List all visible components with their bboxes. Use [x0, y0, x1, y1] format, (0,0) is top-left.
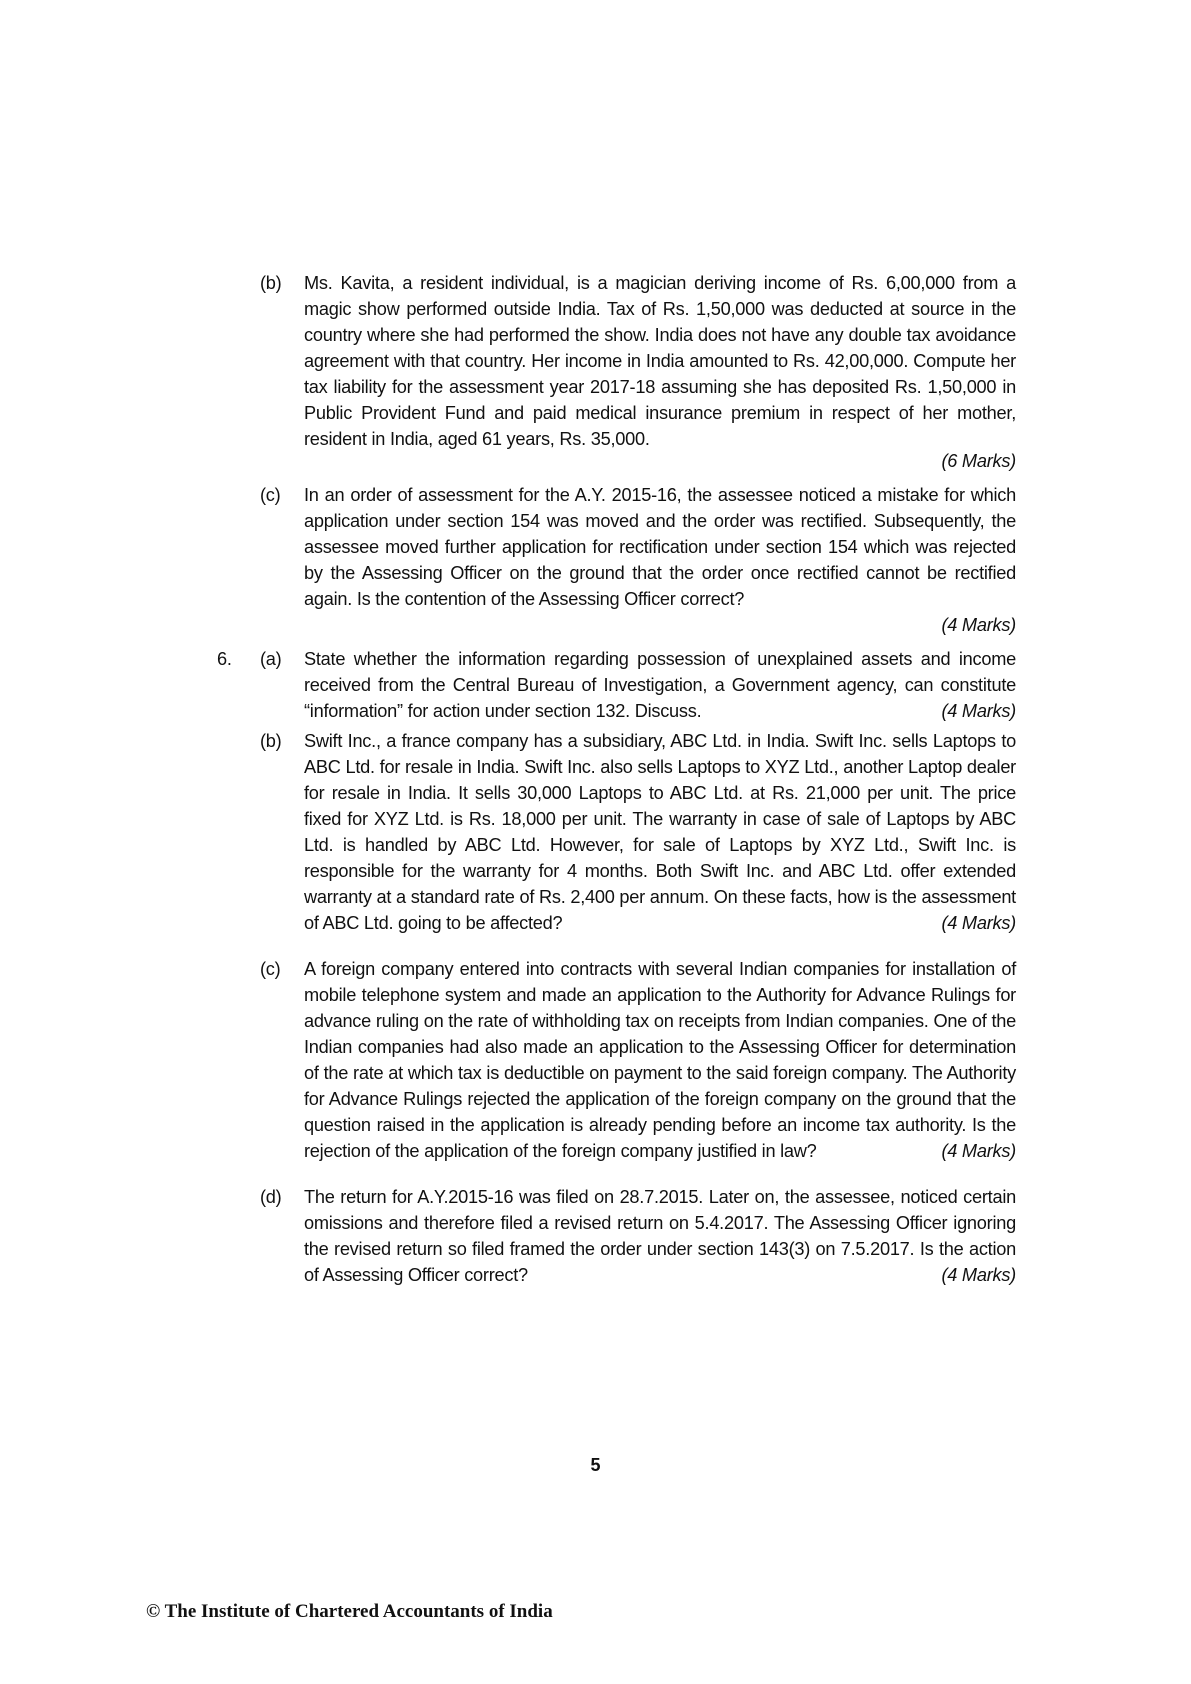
- marks-label: (6 Marks): [941, 451, 1016, 471]
- marks-label: (4 Marks): [941, 701, 1016, 721]
- question-text: Ms. Kavita, a resident individual, is a magician deriving income of Rs. 6,00,000 from a magic show performed outside India. Tax of Rs. 1,50,000 was deducted at source in the country where she had performed the show. India does not have any double tax avoidance agreement with that country. Her income in India amounted to Rs. 42,00,000. Compute her tax liability for the assessment year 2017-18 assuming she has deposited Rs. 1,50,000 in Public Provident Fund and paid medical insurance premium in respect of her mother, resident in India, aged 61 years, Rs. 35,000.: [304, 273, 1016, 449]
- sub-label: (c): [260, 485, 281, 505]
- question-body: State whether the information regarding possession of unexplained assets and income received from the Central Bureau of Investigation, a Government agency, can constitute “information” for action under section 132. Discuss.: [304, 649, 1016, 721]
- marks-label: (4 Marks): [941, 615, 1016, 635]
- question-body: Swift Inc., a france company has a subsidiary, ABC Ltd. in India. Swift Inc. sells Laptops to ABC Ltd. for resale in India. Swift Inc. also sells Laptops to XYZ Ltd., another Laptop dealer for resale in India. It sells 30,000 Laptops to ABC Ltd. at Rs. 21,000 per unit. The price fixed for XYZ Ltd. is Rs. 18,000 per unit. The warranty in case of sale of Laptops by ABC Ltd. is handled by ABC Ltd. However, for sale of Laptops by XYZ Ltd., Swift Inc. is responsible for the warranty for 4 months. Both Swift Inc. and ABC Ltd. offer extended warranty at a standard rate of Rs. 2,400 per annum. On these facts, how is the assessment of ABC Ltd. going to be affected?: [304, 731, 1016, 933]
- question-text: [304, 728, 1016, 936]
- marks-label: (4 Marks): [941, 1141, 1016, 1161]
- marks-label: (4 Marks): [941, 913, 1016, 933]
- question-number: 6.: [217, 649, 232, 669]
- question-text: [304, 646, 1016, 724]
- question-body: The return for A.Y.2015-16 was filed on 28.7.2015. Later on, the assessee, noticed certain omissions and therefore filed a revised return on 5.4.2017. The Assessing Officer ignoring the revised return so filed framed the order under section 143(3) on 7.5.2017. Is the action of Assessing Officer correct?: [304, 1187, 1016, 1285]
- sub-label: (b): [260, 273, 282, 293]
- sub-label: (c): [260, 959, 281, 979]
- marks-label: (4 Marks): [941, 1265, 1016, 1285]
- page-number: 5: [590, 1455, 601, 1475]
- sub-label: (a): [260, 649, 282, 669]
- sub-label: (d): [260, 1187, 282, 1207]
- question-text: [304, 956, 1016, 1164]
- question-text: [304, 1184, 1016, 1288]
- question-text: In an order of assessment for the A.Y. 2015-16, the assessee noticed a mistake for which application under section 154 was moved and the order was rectified. Subsequently, the assessee moved further application for rectification under section 154 which was rejected by the Assessing Officer on the ground that the order once rectified cannot be rectified again. Is the contention of the Assessing Officer correct?: [304, 485, 1016, 609]
- question-body: A foreign company entered into contracts with several Indian companies for installation of mobile telephone system and made an application to the Authority for Advance Rulings for advance ruling on the rate of withholding tax on receipts from Indian companies. One of the Indian companies had also made an application to the Assessing Officer for determination of the rate at which tax is deductible on payment to the said foreign company. The Authority for Advance Rulings rejected the application of the foreign company on the ground that the question raised in the application is already pending before an income tax authority. Is the rejection of the application of the foreign company justified in law?: [304, 959, 1016, 1161]
- footer-copyright: © The Institute of Chartered Accountants of India: [146, 1601, 553, 1622]
- sub-label: (b): [260, 731, 282, 751]
